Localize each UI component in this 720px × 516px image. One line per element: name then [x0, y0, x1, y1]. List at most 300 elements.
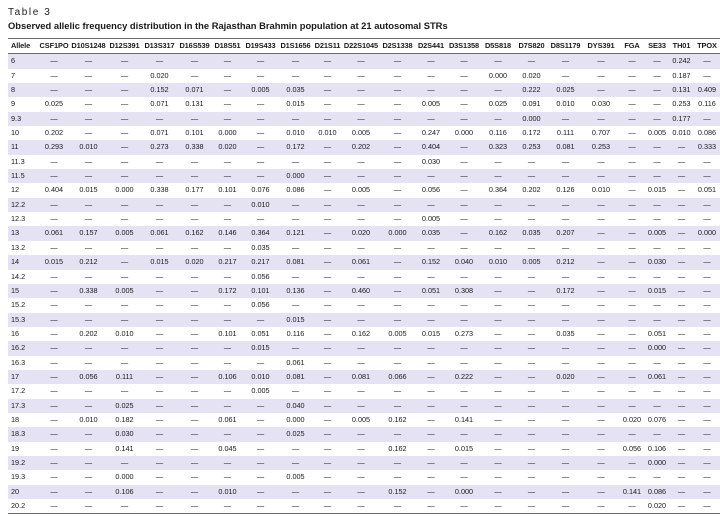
frequency-cell: — — [142, 470, 177, 484]
table-row — [8, 126, 720, 140]
frequency-cell: — — [177, 399, 212, 413]
column-header: D21S11 — [313, 39, 342, 54]
frequency-cell: 0.071 — [142, 97, 177, 111]
allele-cell: 6 — [8, 54, 38, 69]
frequency-cell: 0.253 — [583, 140, 619, 154]
frequency-cell: — — [583, 155, 619, 169]
frequency-cell: 0.086 — [278, 183, 313, 197]
frequency-cell: 0.247 — [415, 126, 447, 140]
frequency-cell: — — [243, 140, 278, 154]
frequency-cell: — — [380, 384, 415, 398]
frequency-cell: — — [447, 399, 481, 413]
frequency-cell: 0.212 — [548, 255, 583, 269]
frequency-cell: — — [107, 241, 142, 255]
frequency-cell: — — [619, 140, 645, 154]
frequency-cell: 0.217 — [212, 255, 243, 269]
frequency-cell: — — [177, 456, 212, 470]
frequency-cell: — — [583, 341, 619, 355]
frequency-cell: — — [212, 470, 243, 484]
frequency-cell: 0.187 — [669, 69, 694, 83]
frequency-cell: — — [481, 356, 515, 370]
frequency-cell: — — [142, 356, 177, 370]
frequency-cell: 0.409 — [694, 83, 720, 97]
frequency-cell: — — [447, 298, 481, 312]
frequency-cell: — — [212, 427, 243, 441]
frequency-cell: — — [481, 241, 515, 255]
frequency-cell: — — [380, 399, 415, 413]
frequency-cell: 0.020 — [645, 499, 669, 514]
frequency-cell: — — [619, 356, 645, 370]
frequency-cell: — — [694, 241, 720, 255]
frequency-cell: — — [645, 298, 669, 312]
frequency-cell: 0.005 — [342, 413, 380, 427]
frequency-cell: — — [70, 241, 107, 255]
frequency-cell: — — [177, 427, 212, 441]
frequency-cell: — — [481, 327, 515, 341]
frequency-cell: — — [548, 69, 583, 83]
frequency-cell: — — [645, 198, 669, 212]
frequency-cell: 0.005 — [645, 126, 669, 140]
frequency-cell: 0.000 — [645, 341, 669, 355]
frequency-cell: — — [619, 198, 645, 212]
frequency-cell: — — [447, 499, 481, 514]
frequency-cell: 0.131 — [177, 97, 212, 111]
frequency-cell: — — [583, 356, 619, 370]
frequency-cell: 0.051 — [243, 327, 278, 341]
frequency-cell: — — [415, 456, 447, 470]
frequency-cell: — — [645, 112, 669, 126]
frequency-cell: — — [142, 284, 177, 298]
frequency-cell: — — [619, 155, 645, 169]
frequency-cell: 0.015 — [278, 97, 313, 111]
frequency-cell: 0.000 — [212, 126, 243, 140]
frequency-cell: — — [447, 384, 481, 398]
frequency-cell: — — [342, 212, 380, 226]
frequency-cell: — — [142, 427, 177, 441]
frequency-cell: — — [481, 155, 515, 169]
frequency-cell: 0.202 — [515, 183, 548, 197]
frequency-cell: 0.000 — [481, 69, 515, 83]
frequency-cell: 0.707 — [583, 126, 619, 140]
frequency-cell: — — [669, 384, 694, 398]
frequency-cell: — — [619, 370, 645, 384]
allele-cell: 18 — [8, 413, 38, 427]
frequency-cell: — — [515, 241, 548, 255]
frequency-cell: — — [38, 54, 70, 69]
frequency-cell: — — [243, 470, 278, 484]
frequency-cell: 0.323 — [481, 140, 515, 154]
frequency-cell: — — [142, 241, 177, 255]
frequency-cell: — — [583, 456, 619, 470]
table-row — [8, 370, 720, 384]
frequency-cell: — — [278, 499, 313, 514]
frequency-cell: — — [142, 499, 177, 514]
frequency-cell: 0.030 — [415, 155, 447, 169]
frequency-cell: 0.364 — [481, 183, 515, 197]
frequency-cell: — — [177, 327, 212, 341]
frequency-cell: 0.091 — [515, 97, 548, 111]
frequency-cell: — — [38, 384, 70, 398]
frequency-cell: — — [212, 69, 243, 83]
frequency-cell: 0.061 — [142, 226, 177, 240]
frequency-cell: — — [669, 313, 694, 327]
frequency-cell: — — [583, 169, 619, 183]
frequency-cell: — — [694, 255, 720, 269]
frequency-cell: 0.005 — [107, 226, 142, 240]
frequency-cell: — — [70, 198, 107, 212]
frequency-cell: — — [447, 456, 481, 470]
frequency-cell: 0.066 — [380, 370, 415, 384]
frequency-cell: — — [619, 212, 645, 226]
frequency-cell: — — [313, 298, 342, 312]
table-row — [8, 241, 720, 255]
frequency-cell: — — [645, 212, 669, 226]
frequency-cell: 0.005 — [342, 183, 380, 197]
frequency-cell: — — [38, 470, 70, 484]
frequency-cell: — — [380, 298, 415, 312]
frequency-cell: 0.000 — [694, 226, 720, 240]
frequency-cell: — — [447, 83, 481, 97]
frequency-cell: — — [515, 54, 548, 69]
frequency-cell: — — [313, 470, 342, 484]
frequency-cell: — — [342, 356, 380, 370]
frequency-cell: 0.172 — [548, 284, 583, 298]
frequency-cell: — — [313, 341, 342, 355]
frequency-cell: — — [70, 155, 107, 169]
frequency-cell: 0.000 — [278, 169, 313, 183]
allele-cell: 20.2 — [8, 499, 38, 514]
frequency-cell: — — [212, 97, 243, 111]
frequency-cell: — — [619, 313, 645, 327]
frequency-cell: — — [70, 270, 107, 284]
frequency-cell: — — [481, 485, 515, 499]
frequency-cell: 0.076 — [243, 183, 278, 197]
frequency-cell: — — [313, 69, 342, 83]
frequency-cell: — — [583, 270, 619, 284]
frequency-cell: — — [142, 456, 177, 470]
frequency-cell: 0.081 — [342, 370, 380, 384]
frequency-cell: — — [645, 241, 669, 255]
frequency-cell: — — [481, 399, 515, 413]
frequency-cell: — — [212, 499, 243, 514]
frequency-cell: 0.207 — [548, 226, 583, 240]
frequency-cell: 0.040 — [278, 399, 313, 413]
frequency-cell: — — [645, 356, 669, 370]
frequency-cell: — — [415, 356, 447, 370]
table-number: Table 3 — [8, 7, 52, 18]
frequency-cell: — — [447, 356, 481, 370]
frequency-cell: — — [142, 54, 177, 69]
frequency-cell: — — [313, 356, 342, 370]
frequency-cell: — — [212, 399, 243, 413]
frequency-cell: 0.253 — [515, 140, 548, 154]
frequency-cell: 0.015 — [38, 255, 70, 269]
frequency-cell: — — [107, 155, 142, 169]
frequency-cell: 0.051 — [415, 284, 447, 298]
frequency-cell: — — [583, 485, 619, 499]
frequency-cell: — — [278, 456, 313, 470]
frequency-cell: 0.101 — [243, 284, 278, 298]
frequency-cell: 0.308 — [447, 284, 481, 298]
allele-cell: 16.2 — [8, 341, 38, 355]
frequency-cell: — — [694, 284, 720, 298]
frequency-cell: — — [70, 442, 107, 456]
frequency-cell: — — [38, 399, 70, 413]
frequency-cell: — — [243, 413, 278, 427]
frequency-cell: — — [447, 97, 481, 111]
frequency-cell: — — [694, 399, 720, 413]
frequency-cell: — — [415, 341, 447, 355]
table-row — [8, 298, 720, 312]
table-row — [8, 140, 720, 154]
frequency-cell: — — [107, 270, 142, 284]
frequency-cell: — — [142, 341, 177, 355]
frequency-cell: — — [481, 499, 515, 514]
frequency-cell: — — [342, 198, 380, 212]
frequency-cell: 0.035 — [243, 241, 278, 255]
frequency-cell: — — [107, 298, 142, 312]
frequency-cell: — — [583, 298, 619, 312]
table-row — [8, 341, 720, 355]
frequency-cell: — — [515, 427, 548, 441]
frequency-cell: — — [243, 485, 278, 499]
frequency-cell: — — [415, 198, 447, 212]
frequency-cell: — — [548, 198, 583, 212]
frequency-cell: — — [177, 485, 212, 499]
frequency-cell: — — [243, 69, 278, 83]
frequency-cell: — — [515, 370, 548, 384]
frequency-cell: 0.081 — [278, 370, 313, 384]
frequency-cell: — — [645, 270, 669, 284]
frequency-cell: 0.121 — [278, 226, 313, 240]
frequency-cell: — — [619, 284, 645, 298]
frequency-cell: — — [38, 327, 70, 341]
frequency-cell: — — [481, 384, 515, 398]
frequency-cell: — — [669, 198, 694, 212]
frequency-cell: — — [447, 270, 481, 284]
frequency-cell: 0.010 — [313, 126, 342, 140]
frequency-cell: 0.182 — [107, 413, 142, 427]
frequency-cell: — — [212, 356, 243, 370]
allele-cell: 12.2 — [8, 198, 38, 212]
frequency-cell: 0.111 — [548, 126, 583, 140]
frequency-cell: — — [515, 485, 548, 499]
frequency-cell: — — [278, 69, 313, 83]
frequency-cell: — — [243, 212, 278, 226]
frequency-cell: — — [342, 341, 380, 355]
frequency-cell: 0.000 — [107, 470, 142, 484]
frequency-cell: — — [515, 356, 548, 370]
frequency-cell: — — [107, 126, 142, 140]
frequency-cell: — — [212, 169, 243, 183]
frequency-cell: — — [342, 470, 380, 484]
frequency-cell: — — [142, 413, 177, 427]
frequency-cell: 0.056 — [415, 183, 447, 197]
frequency-cell: 0.101 — [177, 126, 212, 140]
frequency-cell: — — [342, 112, 380, 126]
frequency-cell: 0.061 — [645, 370, 669, 384]
frequency-cell: 0.020 — [342, 226, 380, 240]
frequency-cell: — — [619, 126, 645, 140]
frequency-cell: — — [669, 284, 694, 298]
frequency-cell: — — [583, 255, 619, 269]
frequency-cell: — — [619, 83, 645, 97]
frequency-cell: — — [694, 212, 720, 226]
frequency-cell: — — [342, 456, 380, 470]
frequency-cell: — — [177, 212, 212, 226]
frequency-cell: — — [313, 384, 342, 398]
frequency-cell: 0.000 — [447, 485, 481, 499]
frequency-cell: — — [380, 83, 415, 97]
frequency-cell: — — [380, 499, 415, 514]
frequency-cell: — — [669, 241, 694, 255]
frequency-cell: — — [380, 140, 415, 154]
allele-cell: 11 — [8, 140, 38, 154]
frequency-cell: — — [619, 456, 645, 470]
frequency-cell: — — [177, 341, 212, 355]
frequency-cell: — — [212, 112, 243, 126]
frequency-cell: — — [70, 298, 107, 312]
table-header — [8, 39, 720, 54]
frequency-cell: — — [313, 183, 342, 197]
frequency-cell: — — [583, 427, 619, 441]
frequency-cell: — — [142, 442, 177, 456]
frequency-cell: — — [669, 427, 694, 441]
frequency-cell: — — [619, 255, 645, 269]
frequency-cell: 0.162 — [177, 226, 212, 240]
frequency-cell: 0.460 — [342, 284, 380, 298]
frequency-cell: — — [313, 485, 342, 499]
table-row — [8, 270, 720, 284]
frequency-cell: — — [278, 341, 313, 355]
frequency-cell: — — [481, 270, 515, 284]
allele-cell: 10 — [8, 126, 38, 140]
frequency-cell: — — [548, 413, 583, 427]
frequency-cell: 0.005 — [243, 384, 278, 398]
frequency-cell: — — [645, 140, 669, 154]
frequency-cell: — — [342, 384, 380, 398]
frequency-cell: — — [415, 427, 447, 441]
frequency-cell: — — [447, 155, 481, 169]
frequency-cell: — — [548, 155, 583, 169]
frequency-cell: — — [583, 370, 619, 384]
frequency-cell: — — [142, 270, 177, 284]
frequency-cell: 0.116 — [481, 126, 515, 140]
frequency-cell: — — [548, 212, 583, 226]
frequency-cell: 0.005 — [415, 212, 447, 226]
column-header: SE33 — [645, 39, 669, 54]
frequency-cell: — — [548, 313, 583, 327]
header-row — [8, 39, 720, 54]
frequency-cell: — — [38, 427, 70, 441]
frequency-cell: — — [583, 327, 619, 341]
frequency-cell: 0.000 — [380, 226, 415, 240]
allele-cell: 20 — [8, 485, 38, 499]
frequency-cell: 0.172 — [515, 126, 548, 140]
frequency-cell: 0.141 — [619, 485, 645, 499]
frequency-cell: — — [70, 54, 107, 69]
frequency-cell: — — [415, 413, 447, 427]
frequency-cell: — — [380, 112, 415, 126]
frequency-cell: 0.136 — [278, 284, 313, 298]
frequency-cell: 0.116 — [278, 327, 313, 341]
frequency-cell: 0.217 — [243, 255, 278, 269]
frequency-cell: — — [548, 270, 583, 284]
frequency-cell: — — [694, 69, 720, 83]
frequency-cell: — — [669, 226, 694, 240]
frequency-cell: — — [313, 97, 342, 111]
frequency-cell: — — [243, 126, 278, 140]
frequency-cell: — — [694, 313, 720, 327]
frequency-cell: — — [313, 413, 342, 427]
frequency-cell: — — [619, 97, 645, 111]
frequency-cell: — — [481, 54, 515, 69]
frequency-cell: 0.020 — [212, 140, 243, 154]
frequency-cell: — — [669, 169, 694, 183]
frequency-cell: — — [177, 356, 212, 370]
frequency-cell: — — [415, 370, 447, 384]
table-row — [8, 399, 720, 413]
frequency-cell: — — [107, 54, 142, 69]
frequency-cell: — — [447, 341, 481, 355]
frequency-cell: 0.056 — [70, 370, 107, 384]
frequency-cell: — — [313, 83, 342, 97]
frequency-cell: 0.030 — [107, 427, 142, 441]
frequency-cell: — — [70, 83, 107, 97]
frequency-cell: 0.025 — [481, 97, 515, 111]
allele-cell: 14 — [8, 255, 38, 269]
frequency-cell: — — [583, 499, 619, 514]
frequency-cell: — — [70, 499, 107, 514]
frequency-cell: 0.020 — [177, 255, 212, 269]
frequency-cell: — — [38, 413, 70, 427]
column-header: DYS391 — [583, 39, 619, 54]
frequency-cell: — — [38, 69, 70, 83]
frequency-cell: — — [342, 155, 380, 169]
frequency-cell: 0.035 — [278, 83, 313, 97]
table-row — [8, 356, 720, 370]
frequency-cell: — — [38, 270, 70, 284]
frequency-cell: — — [548, 456, 583, 470]
frequency-cell: — — [212, 298, 243, 312]
frequency-cell: — — [515, 442, 548, 456]
frequency-cell: — — [243, 97, 278, 111]
frequency-cell: — — [694, 470, 720, 484]
frequency-cell: 0.025 — [38, 97, 70, 111]
frequency-cell: 0.152 — [415, 255, 447, 269]
frequency-cell: 0.333 — [694, 140, 720, 154]
frequency-cell: 0.020 — [515, 69, 548, 83]
frequency-cell: — — [142, 370, 177, 384]
frequency-cell: — — [177, 313, 212, 327]
frequency-cell: — — [583, 69, 619, 83]
frequency-cell: 0.086 — [645, 485, 669, 499]
frequency-cell: — — [177, 284, 212, 298]
frequency-cell: 0.364 — [243, 226, 278, 240]
frequency-cell: — — [583, 313, 619, 327]
frequency-cell: — — [415, 384, 447, 398]
column-header: D18S51 — [212, 39, 243, 54]
frequency-cell: — — [380, 54, 415, 69]
frequency-cell: 0.061 — [38, 226, 70, 240]
frequency-cell: — — [515, 169, 548, 183]
frequency-cell: — — [107, 456, 142, 470]
frequency-cell: 0.015 — [70, 183, 107, 197]
frequency-cell: 0.005 — [415, 97, 447, 111]
frequency-cell: 0.056 — [243, 270, 278, 284]
column-header: CSF1PO — [38, 39, 70, 54]
frequency-cell: — — [243, 356, 278, 370]
